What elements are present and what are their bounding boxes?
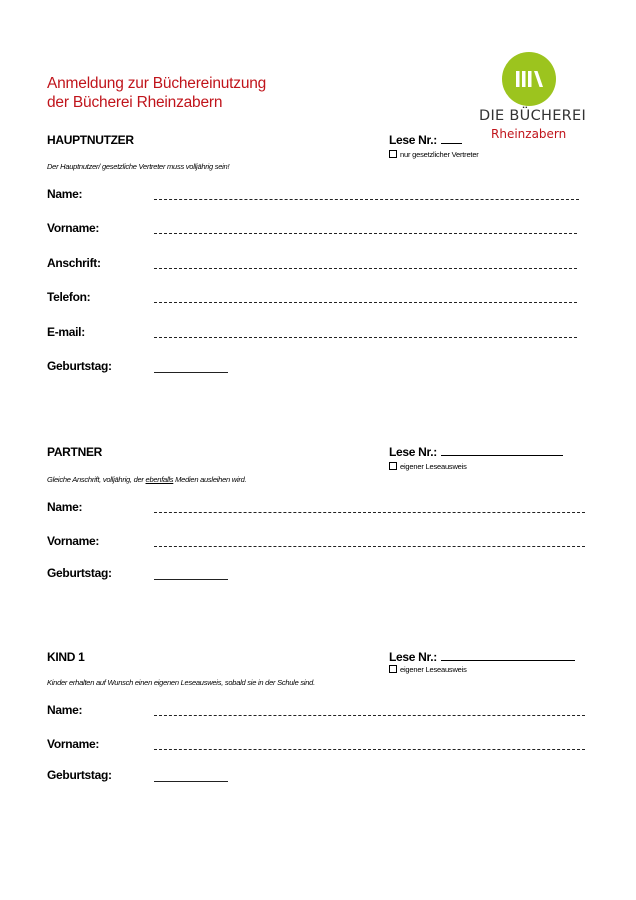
- name-field[interactable]: [154, 199, 579, 200]
- lese-nr-hauptnutzer: [389, 133, 462, 147]
- lese-nr-kind1: [389, 650, 575, 664]
- lese-nr-label: Lese Nr.:: [389, 650, 437, 664]
- field-label-geburtstag: Geburtstag:: [47, 768, 112, 782]
- field-label-geburtstag: Geburtstag:: [47, 359, 112, 373]
- lese-nr-partner: [389, 445, 563, 459]
- lese-nr-label: Lese Nr.:: [389, 445, 437, 459]
- partner-name-field[interactable]: [154, 512, 585, 513]
- partner-geburtstag-field[interactable]: [154, 579, 228, 580]
- checkbox-label: nur gesetzlicher Vertreter: [400, 150, 479, 159]
- partner-vorname-field[interactable]: [154, 546, 585, 547]
- checkbox-icon[interactable]: [389, 462, 397, 470]
- lese-nr-label: Lese Nr.:: [389, 133, 437, 147]
- field-label-geburtstag: Geburtstag:: [47, 566, 112, 580]
- field-label-vorname: Vorname:: [47, 221, 100, 235]
- field-label-email: E-mail:: [47, 325, 85, 339]
- field-label-vorname: Vorname:: [47, 737, 100, 751]
- field-label-anschrift: Anschrift:: [47, 256, 101, 270]
- checkbox-nur-gesetzlicher-vertreter[interactable]: [389, 150, 479, 159]
- anschrift-field[interactable]: [154, 268, 577, 269]
- checkbox-label: eigener Leseausweis: [400, 665, 467, 674]
- note-partner: [47, 475, 246, 484]
- kind1-geburtstag-field[interactable]: [154, 781, 228, 782]
- checkbox-icon[interactable]: [389, 665, 397, 673]
- lese-nr-field[interactable]: [441, 650, 575, 661]
- field-label-name: Name:: [47, 187, 83, 201]
- checkbox-icon[interactable]: [389, 150, 397, 158]
- section-heading-kind1: KIND 1: [47, 650, 85, 664]
- checkbox-eigener-leseausweis-kind1[interactable]: [389, 665, 467, 674]
- book-spines-icon: [502, 52, 556, 106]
- library-logo: [479, 52, 587, 141]
- kind1-vorname-field[interactable]: [154, 749, 585, 750]
- field-label-vorname: Vorname:: [47, 534, 100, 548]
- telefon-field[interactable]: [154, 302, 577, 303]
- email-field[interactable]: [154, 337, 577, 338]
- lese-nr-field[interactable]: [441, 445, 563, 456]
- field-label-name: Name:: [47, 500, 83, 514]
- logo-subtext: Rheinzabern: [491, 127, 567, 141]
- note-hauptnutzer: Der Hauptnutzer/ gesetzliche Vertreter muss volljährig sein!: [47, 162, 230, 171]
- note-text: Gleiche Anschrift, volljährig, der: [47, 475, 146, 484]
- note-text-underlined: ebenfalls: [145, 475, 174, 484]
- section-heading-hauptnutzer: HAUPTNUTZER: [47, 133, 134, 147]
- geburtstag-field[interactable]: [154, 372, 228, 373]
- checkbox-label: eigener Leseausweis: [400, 462, 467, 471]
- vorname-field[interactable]: [154, 233, 577, 234]
- kind1-name-field[interactable]: [154, 715, 585, 716]
- field-label-telefon: Telefon:: [47, 290, 91, 304]
- checkbox-eigener-leseausweis-partner[interactable]: [389, 462, 467, 471]
- note-text: Medien ausleihen wird.: [173, 475, 247, 484]
- section-heading-partner: PARTNER: [47, 445, 103, 459]
- field-label-name: Name:: [47, 703, 83, 717]
- logo-text: DIE BÜCHEREI: [479, 108, 587, 124]
- form-title-line2: der Bücherei Rheinzabern: [47, 94, 223, 111]
- note-kind1: Kinder erhalten auf Wunsch einen eigenen Leseausweis, sobald sie in der Schule sind.: [47, 678, 315, 687]
- form-title-line1: Anmeldung zur Büchereinutzung: [47, 75, 267, 92]
- lese-nr-field[interactable]: [441, 133, 462, 144]
